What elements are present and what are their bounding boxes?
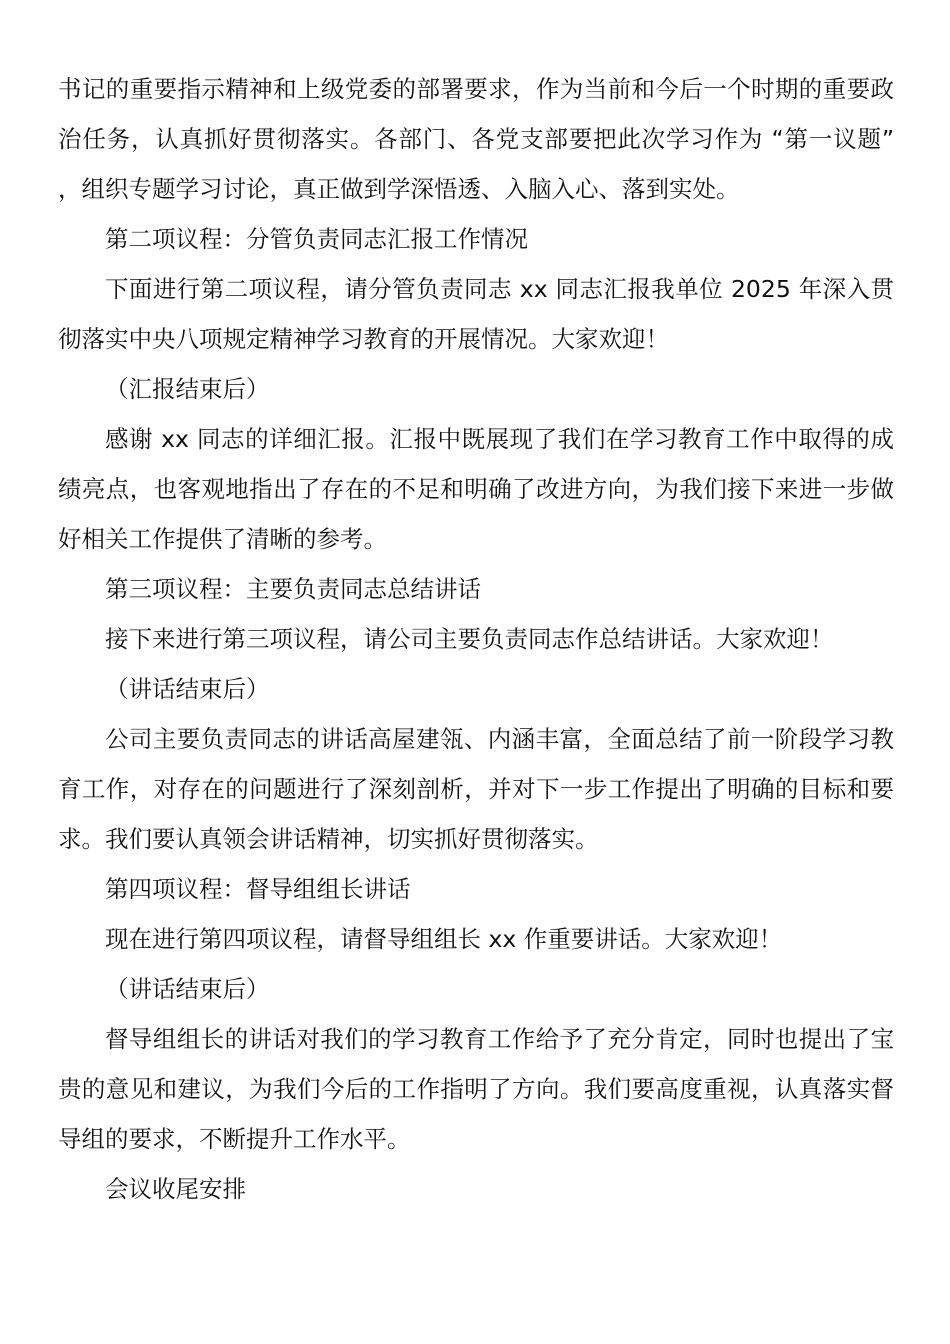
- agenda-item-3-remarks: 公司主要负责同志的讲话高屋建瓴、内涵丰富，全面总结了前一阶段学习教育工作，对存在的问题进行了深刻剖析，并对下一步工作提出了明确的目标和要求。我们要认真领会讲话精神，切实抓好贯彻落实。: [58, 725, 894, 853]
- agenda-item-2-intro: 下面进行第二项议程，请分管负责同志 xx 同志汇报我单位 2025 年深入贯彻落实中央八项规定精神学习教育的开展情况。大家欢迎！: [58, 275, 894, 353]
- agenda-item-4-heading: 第四项议程：督导组组长讲话: [105, 875, 411, 903]
- agenda-item-4-intro: 现在进行第四项议程，请督导组组长 xx 作重要讲话。大家欢迎！: [105, 925, 783, 953]
- stage-note-speech-end-1: （讲话结束后）: [105, 675, 270, 703]
- closing-section-heading: 会议收尾安排: [105, 1175, 246, 1203]
- agenda-item-4-remarks: 督导组组长的讲话对我们的学习教育工作给予了充分肯定，同时也提出了宝贵的意见和建议，为我们今后的工作指明了方向。我们要高度重视，认真落实督导组的要求，不断提升工作水平。: [58, 1025, 894, 1153]
- stage-note-speech-end-2: （讲话结束后）: [105, 975, 270, 1003]
- agenda-item-2-heading: 第二项议程：分管负责同志汇报工作情况: [105, 225, 528, 253]
- agenda-item-3-heading: 第三项议程：主要负责同志总结讲话: [105, 575, 481, 603]
- stage-note-report-end: （汇报结束后）: [105, 375, 270, 403]
- agenda-item-3-intro: 接下来进行第三项议程，请公司主要负责同志作总结讲话。大家欢迎！: [105, 625, 834, 653]
- document-body: [58, 64, 894, 1214]
- continuation-paragraph: 书记的重要指示精神和上级党委的部署要求，作为当前和今后一个时期的重要政治任务，认真抓好贯彻落实。各部门、各党支部要把此次学习作为 “第一议题” ，组织专题学习讨论，真正做到学深悟透、入脑入心、落到实处。: [58, 75, 894, 203]
- agenda-item-2-remarks: 感谢 xx 同志的详细汇报。汇报中既展现了我们在学习教育工作中取得的成绩亮点，也客观地指出了存在的不足和明确了改进方向，为我们接下来进一步做好相关工作提供了清晰的参考。: [58, 425, 894, 553]
